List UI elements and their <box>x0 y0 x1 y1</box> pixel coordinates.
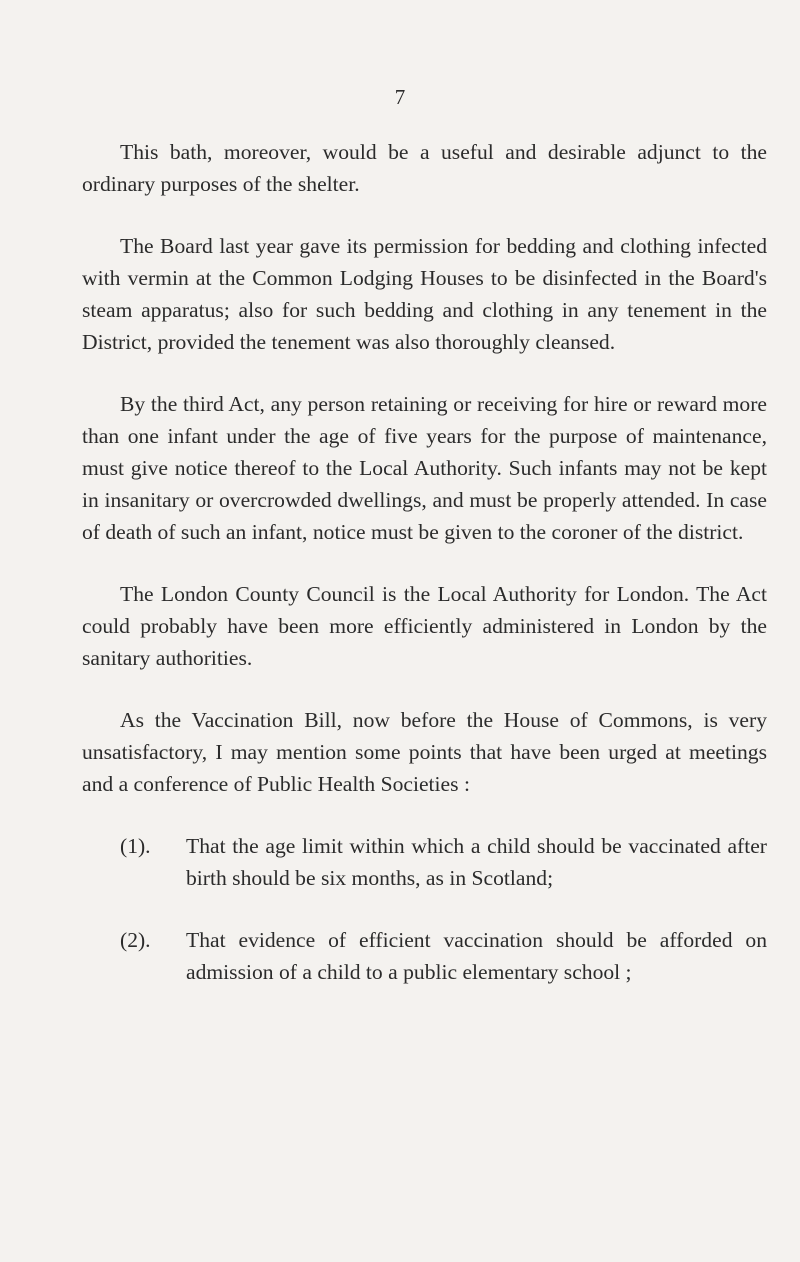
paragraph-third-act-infants: By the third Act, any person retaining or receiving for hire or reward more than one infant under the age of five years for the purpose of maintenance, must give notice thereof to the Local Authority. Such infants may not be kept in insanitary or overcrowded dwellings, and must be properly attended. In case of death of such an infant, notice must be given to the coroner of the district. <box>82 392 767 544</box>
list-item-text: That evidence of efficient vaccination should be afforded on admission of a child to a public elementary school ; <box>186 928 767 984</box>
list-marker: (1). <box>120 834 151 858</box>
list-item <box>82 830 767 894</box>
paragraph-bath-shelter: This bath, moreover, would be a useful and desirable adjunct to the ordinary purposes of the shelter. <box>82 140 767 196</box>
paragraph-disinfection: The Board last year gave its permission for bedding and clothing infected with vermin at the Common Lodging Houses to be disinfected in the Board's steam apparatus; also for such bedding and clothing in any tenement in the District, provided the tenement was also thoroughly cleansed. <box>82 234 767 354</box>
paragraph-vaccination-bill: As the Vaccination Bill, now before the House of Commons, is very unsatisfactory, I may mention some points that have been urged at meetings and a conference of Public Health Societies : <box>82 708 767 796</box>
list-item-text: That the age limit within which a child should be vaccinated after birth should be six months, as in Scotland; <box>186 834 767 890</box>
list-item <box>82 924 767 988</box>
page-number: 7 <box>394 85 406 109</box>
body-text <box>82 136 767 1018</box>
list-marker: (2). <box>120 928 151 952</box>
paragraph-london-county-council: The London County Council is the Local Authority for London. The Act could probably have been more efficiently administered in London by the sanitary authorities. <box>82 582 767 670</box>
